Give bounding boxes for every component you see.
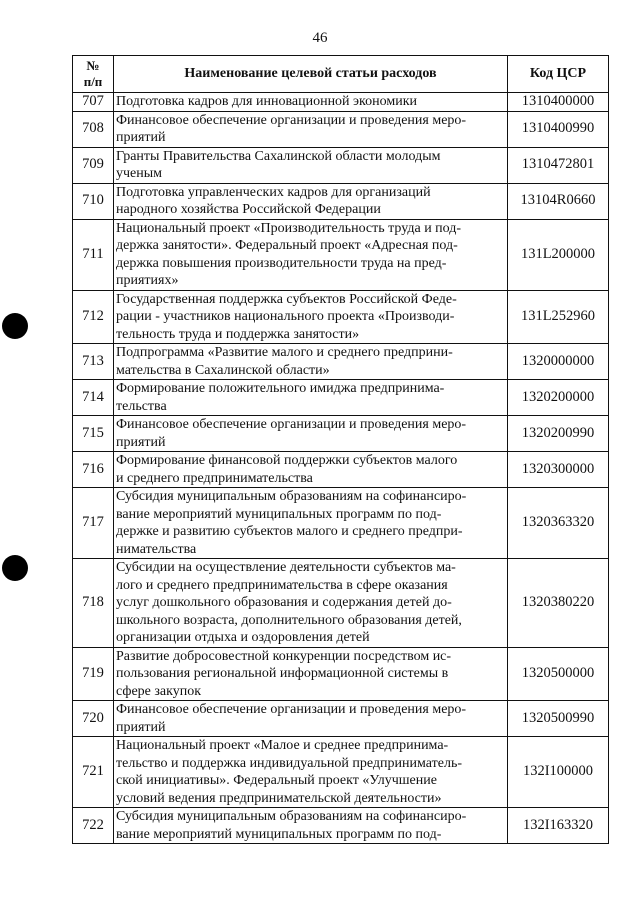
row-code: 1320363320 <box>508 488 609 559</box>
row-number: 708 <box>73 111 114 147</box>
row-name-line: народного хозяйства Российской Федерации <box>116 202 381 217</box>
row-name-line: держке и развитию субъектов малого и среднего предпри- <box>116 524 463 539</box>
row-number: 718 <box>73 559 114 648</box>
row-code: 1320000000 <box>508 344 609 380</box>
row-name-line: школьного возраста, дополнительного образования детей, <box>116 612 462 628</box>
table-row <box>73 147 609 183</box>
row-code: 1320200990 <box>508 416 609 452</box>
row-name-line: Формирование финансовой поддержки субъектов малого <box>116 453 458 468</box>
row-name-line: тельство и поддержка индивидуальной предприниматель- <box>116 755 462 771</box>
row-number: 709 <box>73 147 114 183</box>
row-name-line: держка повышения производительности труда на пред- <box>116 255 447 271</box>
table-row <box>73 488 609 559</box>
row-name-line: Подпрограмма «Развитие малого и среднего предприни- <box>116 345 453 360</box>
row-name <box>114 111 508 147</box>
row-name <box>114 452 508 488</box>
row-number: 722 <box>73 808 114 844</box>
row-name-line: Национальный проект «Производительность труда и под- <box>116 220 462 236</box>
row-name-line: Подготовка кадров для инновационной экономики <box>116 94 418 109</box>
table-row <box>73 93 609 112</box>
row-number: 710 <box>73 183 114 219</box>
table-row <box>73 647 609 701</box>
row-number: 714 <box>73 380 114 416</box>
table-row <box>73 737 609 808</box>
row-name-line: Подготовка управленческих кадров для организаций <box>116 184 431 200</box>
row-name-line: ской инициативы». Федеральный проект «Улучшение <box>116 773 437 788</box>
table-row <box>73 559 609 648</box>
budget-codes-table <box>72 55 609 844</box>
row-name <box>114 380 508 416</box>
row-name-line: держка занятости». Федеральный проект «Адресная под- <box>116 238 458 253</box>
row-name-line: Государственная поддержка субъектов Российской Феде- <box>116 291 457 307</box>
page-number: 46 <box>312 30 328 46</box>
row-name-line: лого и среднего предпринимательства в сфере оказания <box>116 577 448 593</box>
row-number: 716 <box>73 452 114 488</box>
row-name-line: мательства в Сахалинской области» <box>116 362 330 378</box>
row-name <box>114 737 508 808</box>
row-name-line: вание мероприятий муниципальных программ по под- <box>116 826 442 842</box>
table-row <box>73 701 609 737</box>
row-name <box>114 559 508 648</box>
row-number: 713 <box>73 344 114 380</box>
row-code: 1320200000 <box>508 380 609 416</box>
row-name-line: Формирование положительного имиджа предпринима- <box>116 381 445 396</box>
row-name-line: Субсидии на осуществление деятельности субъектов ма- <box>116 560 456 575</box>
row-name-line: тельность труда и поддержка занятости» <box>116 326 360 342</box>
row-name-line: приятий <box>116 130 166 145</box>
row-name-line: Финансовое обеспечение организации и проведения меро- <box>116 112 467 128</box>
table-row <box>73 344 609 380</box>
row-name <box>114 183 508 219</box>
column-header-name: Наименование целевой статьи расходов <box>114 56 508 93</box>
table-row <box>73 452 609 488</box>
row-code: 1310472801 <box>508 147 609 183</box>
row-number: 712 <box>73 290 114 344</box>
row-number: 711 <box>73 219 114 290</box>
row-number: 717 <box>73 488 114 559</box>
row-number: 707 <box>73 93 114 112</box>
row-name <box>114 701 508 737</box>
row-code: 1320500990 <box>508 701 609 737</box>
table-row <box>73 183 609 219</box>
row-name <box>114 647 508 701</box>
row-code: 131L252960 <box>508 290 609 344</box>
row-name-line: Развитие добросовестной конкуренции посредством ис- <box>116 648 452 664</box>
row-name-line: организации отдыха и оздоровления детей <box>116 630 370 645</box>
row-name-line: сфере закупок <box>116 683 202 699</box>
row-name <box>114 416 508 452</box>
table-body <box>73 93 609 844</box>
row-code: 1320300000 <box>508 452 609 488</box>
row-name-line: рации - участников национального проекта «Производи- <box>116 309 455 324</box>
row-name <box>114 147 508 183</box>
row-name-line: Субсидия муниципальным образованиям на софинансиро- <box>116 809 467 824</box>
punch-hole-mark <box>2 313 28 339</box>
row-name-line: ученым <box>116 166 163 181</box>
row-name <box>114 93 508 112</box>
table-row <box>73 219 609 290</box>
row-code: 1310400000 <box>508 93 609 112</box>
table-row <box>73 111 609 147</box>
row-code: 1320380220 <box>508 559 609 648</box>
row-code: 1320500000 <box>508 647 609 701</box>
row-name <box>114 290 508 344</box>
row-name-line: вание мероприятий муниципальных программ по под- <box>116 506 442 522</box>
row-name <box>114 219 508 290</box>
row-number: 721 <box>73 737 114 808</box>
row-name-line: услуг дошкольного образования и содержания детей до- <box>116 595 452 610</box>
row-name-line: условий ведения предпринимательской деятельности» <box>116 790 442 806</box>
table-row <box>73 808 609 844</box>
row-name-line: приятиях» <box>116 273 179 288</box>
row-name-line: тельства <box>116 398 167 414</box>
column-header-code: Код ЦСР <box>508 56 609 93</box>
row-number: 715 <box>73 416 114 452</box>
punch-hole-mark <box>2 555 28 581</box>
column-header-number <box>73 56 114 93</box>
row-name <box>114 344 508 380</box>
row-name-line: Субсидия муниципальным образованиям на софинансиро- <box>116 489 467 504</box>
row-code: 132I100000 <box>508 737 609 808</box>
table-row <box>73 290 609 344</box>
row-number: 720 <box>73 701 114 737</box>
table-row <box>73 380 609 416</box>
row-code: 131L200000 <box>508 219 609 290</box>
row-name-line: и среднего предпринимательства <box>116 470 313 486</box>
row-name-line: приятий <box>116 434 166 450</box>
row-name-line: Национальный проект «Малое и среднее предпринима- <box>116 738 449 753</box>
row-name-line: приятий <box>116 719 166 735</box>
row-name-line: нимательства <box>116 541 197 557</box>
table-row <box>73 416 609 452</box>
row-code: 13104R0660 <box>508 183 609 219</box>
row-name-line: Финансовое обеспечение организации и проведения меро- <box>116 417 467 432</box>
row-name-line: Финансовое обеспечение организации и проведения меро- <box>116 702 467 717</box>
row-code: 132I163320 <box>508 808 609 844</box>
row-code: 1310400990 <box>508 111 609 147</box>
row-name <box>114 488 508 559</box>
row-number: 719 <box>73 647 114 701</box>
header-num-abbrev: п/п <box>83 74 103 89</box>
table-header-row <box>73 56 609 93</box>
header-num-symbol: № <box>86 58 100 73</box>
row-name-line: пользования региональной информационной системы в <box>116 666 449 681</box>
row-name-line: Гранты Правительства Сахалинской области молодым <box>116 148 441 164</box>
row-name <box>114 808 508 844</box>
